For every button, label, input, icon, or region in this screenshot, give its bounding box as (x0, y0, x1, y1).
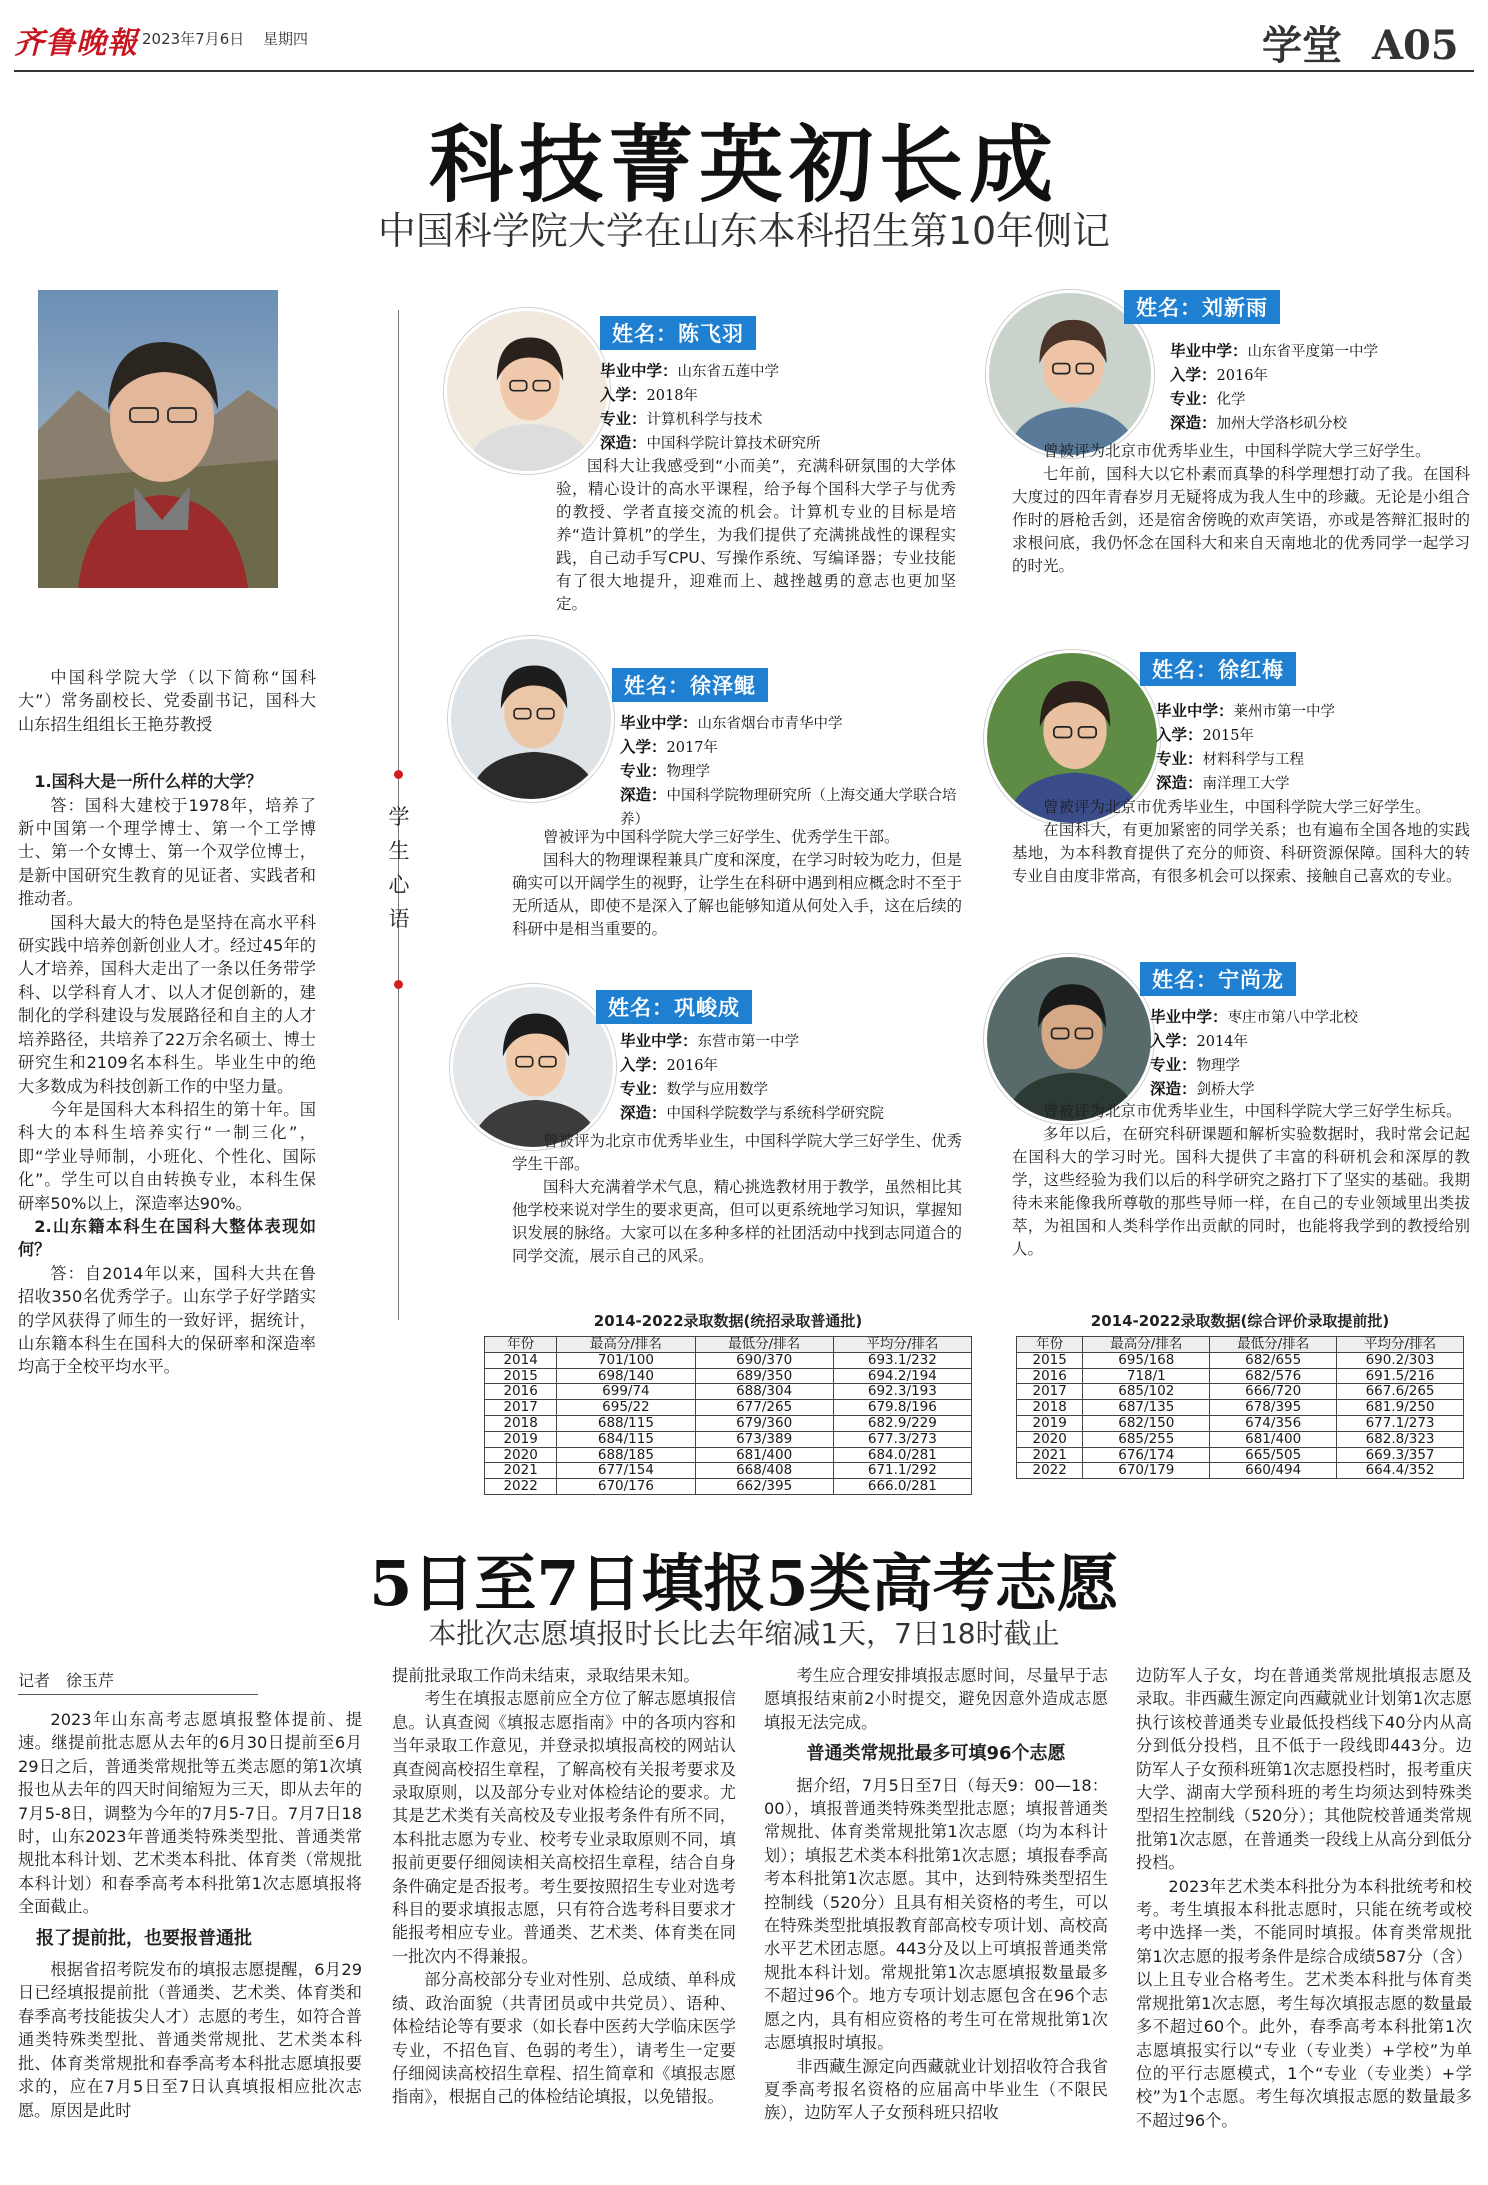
info-value: 莱州市第一中学 (1233, 704, 1336, 720)
table-cell: 677.3/273 (833, 1431, 971, 1447)
interview-answer: 国科大最大的特色是坚持在高水平科研实践中培养创新创业人才。经过45年的人才培养，国科大走出了一条以任务带学科、以学科育人才、以人才促创新的，建制化的学科建设与发展路径和自主的人才培养路径，共培养了22万余名硕士、博士研究生和2109名本科生。毕业生中的绝大多数成为科技创新工作的中坚力量。 (18, 912, 316, 1096)
table-cell: 701/100 (557, 1352, 695, 1368)
section-block (1262, 14, 1459, 71)
table-cell: 2020 (1017, 1431, 1083, 1447)
student-info-row (1156, 724, 1466, 748)
table-comprehensive-batch (1016, 1336, 1464, 1479)
student-info-row (1170, 364, 1470, 388)
student-quote (1012, 440, 1470, 578)
label-dot-top (394, 770, 403, 779)
table-cell: 682/576 (1210, 1368, 1337, 1384)
table-row (1017, 1447, 1464, 1463)
info-value: 中国科学院计算技术研究所 (646, 436, 821, 452)
table-cell: 682.9/229 (833, 1415, 971, 1431)
student-name-tag: 姓名：徐红梅 (1140, 652, 1296, 686)
info-value: 2014年 (1196, 1034, 1248, 1050)
byline-rule (18, 1694, 258, 1695)
article2-paragraph: 根据省招考院发布的填报志愿提醒，6月29日已经填报提前批（普通类、艺术类、体育类和春季高考技能拔尖人才）志愿的考生，如符合普通类特殊类型批、普通类常规批、艺术类本科批、体育类常规批和春季高考本科批志愿填报要求的，应在7月5日至7日认真填报相应批次志愿。原因是此时 (18, 1960, 362, 2120)
info-label: 深造： (1150, 1080, 1197, 1098)
table-comprehensive-title: 2014-2022录取数据(综合评价录取提前批) (1090, 1312, 1390, 1330)
student-quote-paragraph: 国科大充满着学术气息，精心挑选教材用于教学，虽然相比其他学校来说对学生的要求更高，但可以更系统地学习知识，掌握知识发展的脉络。大家可以在多种多样的社团活动中找到志同道合的同学交流，展示自己的风采。 (512, 1178, 962, 1265)
table-cell: 679/360 (695, 1415, 833, 1431)
table-row (485, 1447, 972, 1463)
table-header-cell: 最低分/排名 (695, 1337, 833, 1353)
article2-paragraph: 非西藏生源定向西藏就业计划招收符合我省夏季高考报名资格的应届高中毕业生（不限民族），边防军人子女预科班只招收 (764, 2056, 1108, 2123)
table-header-cell: 平均分/排名 (1337, 1337, 1464, 1353)
student-info-row (620, 712, 970, 736)
interviewee-caption: 中国科学院大学（以下简称“国科大”）常务副校长、党委副书记，国科大山东招生组组长王艳芬教授 (18, 668, 316, 734)
label-dot-bottom (394, 980, 403, 989)
info-label: 专业： (600, 410, 647, 428)
table-cell: 660/494 (1210, 1463, 1337, 1479)
table-header-cell: 最低分/排名 (1210, 1337, 1337, 1353)
article2-paragraph: 考生应合理安排填报志愿时间，尽量早于志愿填报结束前2小时提交，避免因意外造成志愿填报无法完成。 (764, 1666, 1108, 1732)
interview-answer: 今年是国科大本科招生的第十年。国科大的本科生培养实行“一制三化”，即“学业导师制，小班化、个性化、国际化”。学生可以自由转换专业，本科生保研率50%以上，深造率达90%。 (18, 1099, 316, 1213)
info-value: 物理学 (1196, 1058, 1241, 1074)
article2-paragraph: 部分高校部分专业对性别、总成绩、单科成绩、政治面貌（共青团员或中共党员）、语种、体检结论等有要求（如长春中医药大学临床医学专业，不招色盲、色弱的考生），请考生一定要仔细阅读高校招生章程、招生简章和《填报志愿指南》，根据自己的体检结论填报，以免错报。 (392, 1970, 736, 2107)
info-label: 专业： (1156, 750, 1203, 768)
article2-subtitle: 本批次志愿填报时长比去年缩减1天，7日18时截止 (428, 1617, 1060, 1650)
student-info-row (620, 736, 970, 760)
info-value: 计算机科学与技术 (646, 412, 763, 428)
info-value: 数学与应用数学 (666, 1082, 769, 1098)
student-quote (512, 826, 962, 941)
table-row (485, 1479, 972, 1495)
table-cell: 690/370 (695, 1352, 833, 1368)
reporter-byline: 记者 徐玉芹 (18, 1671, 115, 1690)
article2-paragraph: 边防军人子女，均在普通类常规批填报志愿及录取。非西藏生源定向西藏就业计划第1次志愿执行该校普通类专业最低投档线下40分内从高分到低分投档，且不低于一段线即443分。边防军人子女预科班第1次志愿投档时，报考重庆大学、湖南大学预科班的考生均须达到特殊类型招生控制线（520分）；其他院校普通类常规批第1次志愿，在普通类一段线上从高分到低分投档。 (1136, 1666, 1472, 1873)
info-label: 毕业中学： (1170, 342, 1248, 360)
student-info (1156, 700, 1466, 796)
table-cell: 2019 (485, 1431, 557, 1447)
issue-date-block (142, 28, 308, 49)
table-cell: 689/350 (695, 1368, 833, 1384)
student-name-tag: 姓名：巩峻成 (596, 990, 752, 1024)
info-label: 深造： (620, 1104, 667, 1122)
issue-date: 2023年7月6日 (142, 30, 245, 48)
table-cell: 2019 (1017, 1415, 1083, 1431)
table-cell: 666/720 (1210, 1384, 1337, 1400)
info-value: 剑桥大学 (1196, 1082, 1255, 1098)
article2-col4 (1136, 1664, 1472, 2132)
info-value: 化学 (1216, 392, 1246, 408)
student-info-row (620, 784, 970, 832)
table-cell: 677.1/273 (1337, 1415, 1464, 1431)
table-cell: 684.0/281 (833, 1447, 971, 1463)
student-info-row (600, 432, 940, 456)
student-name-tag: 姓名：宁尚龙 (1140, 962, 1296, 996)
student-info-row (1170, 388, 1470, 412)
student-info (620, 1030, 970, 1126)
article2-title: 5日至7日填报5类高考志愿 (369, 1547, 1119, 1620)
student-quote (556, 455, 956, 616)
table-cell: 674/356 (1210, 1415, 1337, 1431)
newspaper-logo: 齐鲁晚報 (14, 26, 138, 61)
info-value: 加州大学洛杉矶分校 (1216, 416, 1348, 432)
info-value: 2016年 (1216, 368, 1268, 384)
table-cell: 2022 (1017, 1463, 1083, 1479)
info-label: 入学： (1170, 366, 1217, 384)
student-info-row (620, 1078, 970, 1102)
table-cell: 694.2/194 (833, 1368, 971, 1384)
table-row (485, 1352, 972, 1368)
student-info-row (620, 1054, 970, 1078)
student-info-row (1150, 1030, 1470, 1054)
table-cell: 676/174 (1083, 1447, 1210, 1463)
table-cell: 692.3/193 (833, 1384, 971, 1400)
student-quote-paragraph: 曾被评为中国科学院大学三好学生、优秀学生干部。 (543, 828, 900, 846)
student-info-row (1150, 1054, 1470, 1078)
table-cell: 2021 (1017, 1447, 1083, 1463)
table-cell: 666.0/281 (833, 1479, 971, 1495)
article-title: 科技菁英初长成 (428, 115, 1059, 214)
table-cell: 699/74 (557, 1384, 695, 1400)
article2-col2 (392, 1664, 736, 2109)
student-quote-paragraph: 多年以后，在研究科研课题和解析实验数据时，我时常会记起在国科大的学习时光。国科大提供了丰富的科研机会和深厚的教学，这些经验为我们以后的科学研究之路打下了坚实的基础。我期待未来能像我所尊敬的那些导师一样，在自己的专业领域里出类拔萃，为祖国和人类科学作出贡献的同时，也能将我学到的教授给别人。 (1012, 1125, 1470, 1258)
info-value: 中国科学院物理研究所（上海交通大学联合培养） (620, 788, 957, 828)
table-cell: 688/115 (557, 1415, 695, 1431)
student-info-row (620, 1102, 970, 1126)
table-cell: 681/400 (695, 1447, 833, 1463)
table-cell: 2014 (485, 1352, 557, 1368)
table-cell: 668/408 (695, 1463, 833, 1479)
table-cell: 2016 (1017, 1368, 1083, 1384)
table-cell: 2016 (485, 1384, 557, 1400)
table-cell: 2015 (1017, 1352, 1083, 1368)
info-value: 山东省五莲中学 (677, 364, 780, 380)
student-name-tag: 姓名：刘新雨 (1124, 290, 1280, 324)
table-cell: 681/400 (1210, 1431, 1337, 1447)
table-row (485, 1368, 972, 1384)
info-label: 专业： (620, 762, 667, 780)
table-cell: 670/179 (1083, 1463, 1210, 1479)
table-cell: 2020 (485, 1447, 557, 1463)
table-cell: 667.6/265 (1337, 1384, 1464, 1400)
info-value: 2018年 (646, 388, 698, 404)
table-cell: 669.3/357 (1337, 1447, 1464, 1463)
issue-weekday: 星期四 (263, 30, 309, 48)
student-info-row (1156, 772, 1466, 796)
table-cell: 695/168 (1083, 1352, 1210, 1368)
student-info-row (620, 1030, 970, 1054)
student-info-row (620, 760, 970, 784)
info-label: 毕业中学： (600, 362, 678, 380)
info-label: 深造： (620, 786, 667, 804)
table-row (1017, 1368, 1464, 1384)
table-cell: 679.8/196 (833, 1400, 971, 1416)
table-cell: 688/185 (557, 1447, 695, 1463)
table-cell: 2018 (485, 1415, 557, 1431)
article2-paragraph: 考生在填报志愿前应全方位了解志愿填报信息。认真查阅《填报志愿指南》中的各项内容和当年录取工作意见，并登录拟填报高校的网站认真查阅高校招生章程，了解高校有关报考要求及录取原则，以及部分专业对体检结论的要求。尤其是艺术类有关高校及专业报考条件有所不同，本科批志愿为专业、校考专业录取原则不同，填报前更要仔细阅读相关高校招生章程，结合自身条件确定是否报考。考生要按照招生专业对选考科目的要求填报志愿，只有符合选考科目要求才能报考相应专业。普通类、艺术类、体育类在同一批次内不得兼报。 (392, 1689, 736, 1966)
info-value: 物理学 (666, 764, 711, 780)
table-row (1017, 1431, 1464, 1447)
student-info-row (600, 408, 940, 432)
student-quote (1012, 1100, 1470, 1261)
student-name-tag: 姓名：徐泽鲲 (612, 668, 768, 702)
interview-question: 2.山东籍本科生在国科大整体表现如何？ (18, 1216, 316, 1260)
student-quote-paragraph: 曾被评为北京市优秀毕业生，中国科学院大学三好学生。 (1043, 798, 1431, 816)
article2-paragraph: 2023年山东高考志愿填报整体提前、提速。继提前批志愿从去年的6月30日提前至6月29日之后，普通类常规批等五类志愿的第1次填报也从去年的四天时间缩短为三天，即从去年的7月5-8日，调整为今年的7月5-7日。7月7日18时，山东2023年普通类特殊类型批、普通类常规批本科计划、艺术类本科批、体育类（常规批本科计划）和春季高考本科批第1次志愿填报将全面截止。 (18, 1710, 362, 1917)
table-row (1017, 1463, 1464, 1479)
header-rule (14, 70, 1474, 72)
interviewee-photo (38, 290, 278, 588)
student-quote (1012, 796, 1470, 888)
student-info (620, 712, 970, 832)
table-header-cell: 最高分/排名 (1083, 1337, 1210, 1353)
info-label: 入学： (1156, 726, 1203, 744)
table-header-cell: 年份 (485, 1337, 557, 1353)
table-cell: 695/22 (557, 1400, 695, 1416)
student-info-row (1170, 412, 1470, 436)
article2-col1 (18, 1708, 362, 2122)
student-quote-paragraph: 国科大的物理课程兼具广度和深度，在学习时较为吃力，但是确实可以开阔学生的视野，让学生在科研中遇到相应概念时不至于无所适从，即使不是深入了解也能够知道从何处入手，这在后续的科研中是相当重要的。 (512, 851, 962, 938)
student-info-row (1156, 748, 1466, 772)
table-cell: 678/395 (1210, 1400, 1337, 1416)
page-number: A05 (1371, 22, 1459, 69)
table-cell: 673/389 (695, 1431, 833, 1447)
student-info-row (1156, 700, 1466, 724)
info-label: 毕业中学： (620, 1032, 698, 1050)
article2-paragraph: 据介绍，7月5日至7日（每天9：00—18：00），填报普通类特殊类型批志愿；填报普通类常规批、体育类常规批第1次志愿（均为本科计划）；填报艺术类本科批第1次志愿；填报春季高考本科批第1次志愿。其中，达到特殊类型招生控制线（520分）且具有相关资格的考生，可以在特殊类型批填报教育部高校专项计划、高校高水平艺术团志愿。443分及以上可填报普通类常规批本科计划。常规批第1次志愿填报数量最多不超过96个。地方专项计划志愿包含在96个志愿之内，具有相应资格的考生可在常规批第1次志愿填报时填报。 (764, 1775, 1108, 2053)
info-label: 深造： (1170, 414, 1217, 432)
student-quote-paragraph: 曾被评为北京市优秀毕业生，中国科学院大学三好学生标兵。 (1043, 1102, 1462, 1120)
info-label: 深造： (1156, 774, 1203, 792)
student-photo (448, 636, 614, 802)
table-cell: 718/1 (1083, 1368, 1210, 1384)
table-cell: 662/395 (695, 1479, 833, 1495)
table-cell: 2018 (1017, 1400, 1083, 1416)
student-photo (444, 308, 610, 474)
student-name-tag: 姓名：陈飞羽 (600, 316, 756, 350)
info-value: 材料科学与工程 (1202, 752, 1305, 768)
table-cell: 685/102 (1083, 1384, 1210, 1400)
interview-text (18, 666, 316, 1379)
table-header-cell: 最高分/排名 (557, 1337, 695, 1353)
student-info-row (1150, 1078, 1470, 1102)
student-info (1150, 1006, 1470, 1102)
table-cell: 682/655 (1210, 1352, 1337, 1368)
student-quote-paragraph: 曾被评为北京市优秀毕业生，中国科学院大学三好学生、优秀学生干部。 (512, 1132, 962, 1173)
student-info-row (600, 360, 940, 384)
table-cell: 698/140 (557, 1368, 695, 1384)
student-quote-paragraph: 七年前，国科大以它朴素而真挚的科学理想打动了我。在国科大度过的四年青春岁月无疑将成为我人生中的珍藏。无论是小组合作时的唇枪舌剑，还是宿舍傍晚的欢声笑语，亦或是答辩汇报时的求根问底，我仍怀念在国科大和来自天南地北的优秀同学一起学习的时光。 (1012, 465, 1470, 575)
info-label: 毕业中学： (1156, 702, 1234, 720)
table-cell: 2022 (485, 1479, 557, 1495)
article2-subheading: 普通类常规批最多可填96个志愿 (806, 1743, 1066, 1765)
table-row (1017, 1384, 1464, 1400)
student-voices-label: 学生心语 (388, 805, 410, 931)
article-subtitle: 中国科学院大学在山东本科招生第10年侧记 (377, 209, 1111, 253)
info-value: 2016年 (666, 1058, 718, 1074)
article2-subheading: 报了提前批，也要报普通批 (36, 1927, 252, 1949)
student-quote-paragraph: 国科大让我感受到“小而美”，充满科研氛围的大学体验，精心设计的高水平课程，给予每个国科大学子与优秀的教授、学者直接交流的机会。计算机专业的目标是培养“造计算机”的学生，为我们提供了充满挑战性的课程实践，自己动手写CPU、写操作系统、写编译器；专业技能有了很大地提升，迎难而上、越挫越勇的意志也更加坚定。 (556, 457, 956, 613)
interview-answer: 答：国科大建校于1978年，培养了新中国第一个理学博士、第一个工学博士、第一个女博士、第一个双学位博士，是新中国研究生教育的见证者、实践者和推动者。 (18, 795, 316, 909)
info-label: 专业： (1170, 390, 1217, 408)
student-info-row (600, 384, 940, 408)
info-value: 2015年 (1202, 728, 1254, 744)
student-quote-paragraph: 曾被评为北京市优秀毕业生，中国科学院大学三好学生。 (1043, 442, 1431, 460)
table-row (1017, 1352, 1464, 1368)
table-row (485, 1415, 972, 1431)
table-cell: 2017 (1017, 1384, 1083, 1400)
student-info-row (1170, 340, 1470, 364)
info-value: 山东省平度第一中学 (1247, 344, 1379, 360)
table-ordinary-batch (484, 1336, 972, 1495)
table-cell: 691.5/216 (1337, 1368, 1464, 1384)
info-label: 入学： (600, 386, 647, 404)
table-row (485, 1384, 972, 1400)
student-quote-paragraph: 在国科大，有更加紧密的同学关系；也有遍布全国各地的实践基地，为本科教育提供了充分的师资、科研资源保障。国科大的转专业自由度非常高，有很多机会可以探索、接触自己喜欢的专业。 (1012, 821, 1470, 885)
student-info (1170, 340, 1470, 436)
table-cell: 665/505 (1210, 1447, 1337, 1463)
table-cell: 684/115 (557, 1431, 695, 1447)
info-label: 毕业中学： (1150, 1008, 1228, 1026)
table-cell: 690.2/303 (1337, 1352, 1464, 1368)
student-quote (512, 1130, 962, 1268)
section-name: 学堂 (1262, 22, 1342, 69)
student-photo (450, 984, 616, 1150)
table-cell: 664.4/352 (1337, 1463, 1464, 1479)
table-row (1017, 1400, 1464, 1416)
info-label: 专业： (620, 1080, 667, 1098)
table-header-cell: 年份 (1017, 1337, 1083, 1353)
table-row (485, 1431, 972, 1447)
table-row (485, 1463, 972, 1479)
table-cell: 688/304 (695, 1384, 833, 1400)
info-value: 2017年 (666, 740, 718, 756)
table-cell: 682/150 (1083, 1415, 1210, 1431)
info-label: 深造： (600, 434, 647, 452)
table-row (1017, 1415, 1464, 1431)
table-ordinary-title: 2014-2022录取数据(统招录取普通批) (593, 1312, 863, 1330)
info-value: 枣庄市第八中学北校 (1227, 1010, 1359, 1026)
interview-question: 1.国科大是一所什么样的大学？ (34, 772, 263, 792)
interview-answer: 答：自2014年以来，国科大共在鲁招收350名优秀学子。山东学子好学踏实的学风获得了师生的一致好评，据统计，山东籍本科生在国科大的保研率和深造率均高于全校平均水平。 (18, 1263, 316, 1377)
article2-paragraph: 2023年艺术类本科批分为本科批统考和校考。考生填报本科批志愿时，只能在统考或校考中选择一类，不能同时填报。体育类常规批第1次志愿的报考条件是综合成绩587分（含）以上且专业合格考生。艺术类本科批与体育类常规批第1次志愿，考生每次填报志愿的数量最多不超过60个。此外，春季高考本科批第1次志愿填报实行以“专业（专业类）+学校”为单位的平行志愿模式，1个“专业（专业类）+学校”为1个志愿。考生每次填报志愿的数量最多不超过96个。 (1136, 1876, 1472, 2130)
info-value: 东营市第一中学 (697, 1034, 800, 1050)
table-cell: 2017 (485, 1400, 557, 1416)
table-cell: 685/255 (1083, 1431, 1210, 1447)
table-cell: 670/176 (557, 1479, 695, 1495)
article2-col3 (764, 1664, 1108, 2125)
table-cell: 682.8/323 (1337, 1431, 1464, 1447)
info-label: 入学： (620, 1056, 667, 1074)
table-cell: 677/154 (557, 1463, 695, 1479)
table-cell: 687/135 (1083, 1400, 1210, 1416)
student-info-row (1150, 1006, 1470, 1030)
info-value: 中国科学院数学与系统科学研究院 (666, 1106, 885, 1122)
table-header-cell: 平均分/排名 (833, 1337, 971, 1353)
table-cell: 677/265 (695, 1400, 833, 1416)
info-label: 入学： (620, 738, 667, 756)
article2-paragraph: 提前批录取工作尚未结束，录取结果未知。 (392, 1666, 700, 1685)
info-value: 南洋理工大学 (1202, 776, 1290, 792)
info-label: 入学： (1150, 1032, 1197, 1050)
info-label: 毕业中学： (620, 714, 698, 732)
table-cell: 681.9/250 (1337, 1400, 1464, 1416)
table-cell: 2015 (485, 1368, 557, 1384)
student-photo (984, 954, 1154, 1124)
info-value: 山东省烟台市青华中学 (697, 716, 843, 732)
table-cell: 2021 (485, 1463, 557, 1479)
table-cell: 693.1/232 (833, 1352, 971, 1368)
info-label: 专业： (1150, 1056, 1197, 1074)
table-row (485, 1400, 972, 1416)
student-info (600, 360, 940, 456)
table-cell: 671.1/292 (833, 1463, 971, 1479)
